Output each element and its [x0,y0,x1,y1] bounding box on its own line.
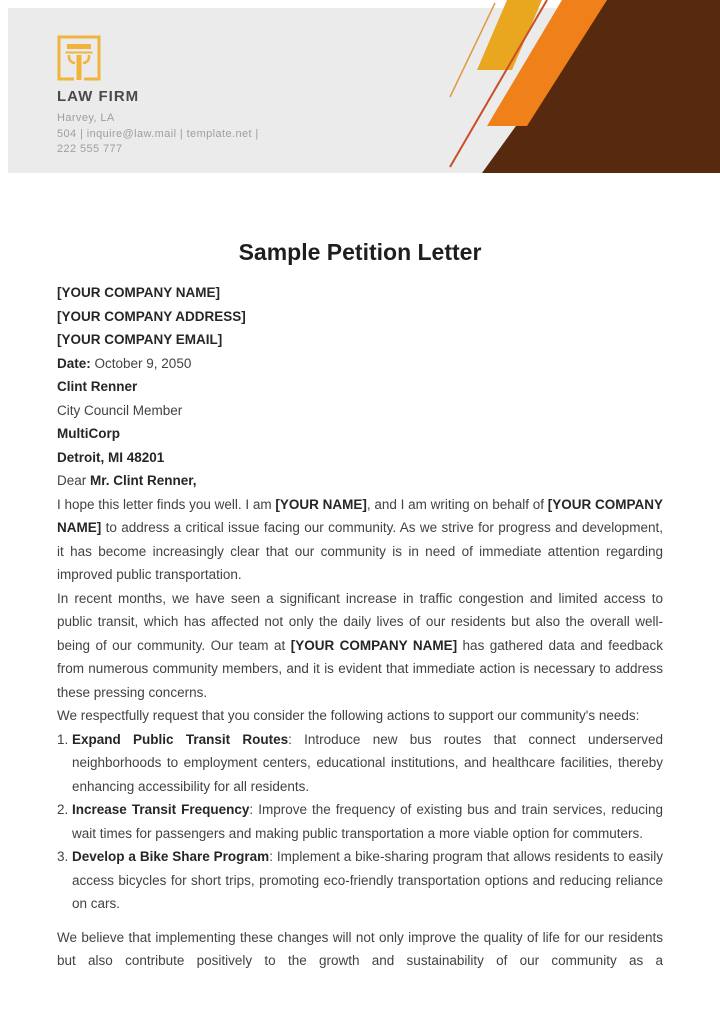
corner-decoration-graphic [428,0,720,173]
date-value: October 9, 2050 [90,355,192,371]
date-line [57,352,663,376]
firm-name: LAW FIRM [57,88,140,105]
list-item: 2. Increase Transit Frequency: Improve the frequency of existing bus and train services, reducing wait times for passengers and making public transportation a more viable option for commuters. [72,798,663,845]
law-column-icon [55,33,103,81]
recipient-role: City Council Member [57,402,183,418]
letter-title: Sample Petition Letter [238,239,482,265]
list-item: 3. Develop a Bike Share Program: Implement a bike-sharing program that allows residents to easily access bicycles for short trips, promoting eco-friendly transportation options and reducing reliance on cars. [72,845,663,916]
firm-phone: 222 555 777 [57,143,123,155]
paragraph-request: We respectfully request that you consider the following actions to support our community's needs: [57,708,640,723]
paragraph-context: In recent months, we have seen a significant increase in traffic congestion and limited access to public transit, which has affected not only the daily lives of our residents but also the overall well-being of our community. Our team at [YOUR COMPANY NAME] has gathered data and feedback from numerous community members, and it is evident that immediate action is necessary to address these pressing concerns. [57,590,663,700]
recipient-org: MultiCorp [57,426,120,441]
petition-list [57,728,663,916]
recipient-name: Clint Renner [57,379,138,394]
company-address-placeholder: [YOUR COMPANY ADDRESS] [57,308,246,324]
firm-contact-line: 504 | inquire@law.mail | template.net | [57,127,259,140]
date-label: Date: [57,355,91,371]
firm-contact-block [57,111,259,158]
closing-paragraph: We believe that implementing these changes will not only improve the quality of life for our residents but also contribute positively to the growth and sustainability of our community as a [57,929,663,968]
salutation [57,469,663,493]
letter-body [57,238,663,973]
salutation-prefix: Dear [57,473,91,488]
company-email-placeholder: [YOUR COMPANY EMAIL] [57,332,223,347]
firm-location: Harvey, LA [57,112,115,124]
paragraph-intro: I hope this letter finds you well. I am [YOUR NAME], and I am writing on behalf of [YOUR COMPANY NAME] to address a critical issue facing our community. As we strive for progress and development, it has become increasingly clear that our community is in need of immediate attention regarding improved public transportation. [57,496,663,582]
list-item: 1. Expand Public Transit Routes: Introduce new bus routes that connect underserved neighborhoods to employment centers, educational institutions, and healthcare facilities, thereby enhancing accessibility for all residents. [72,728,663,799]
company-name-placeholder: [YOUR COMPANY NAME] [57,285,221,300]
salutation-name: Mr. Clint Renner, [90,473,197,488]
letterhead [8,8,712,173]
recipient-city: Detroit, MI 48201 [57,449,165,465]
